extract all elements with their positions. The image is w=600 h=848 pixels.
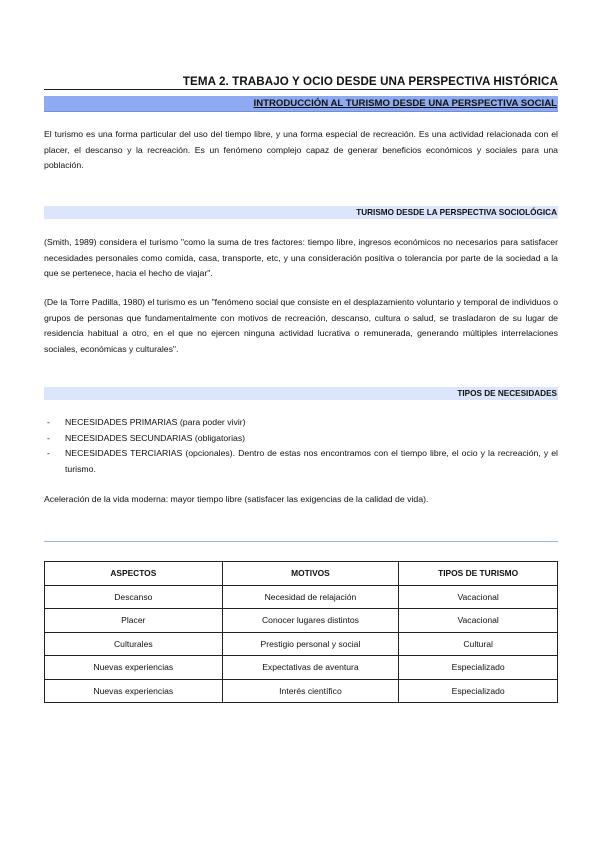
- title-underline: [44, 72, 558, 90]
- table-cell: Interés científico: [222, 679, 399, 703]
- dash-bullet: -: [47, 448, 50, 458]
- divider-line: [44, 541, 558, 542]
- table-cell: Especializado: [399, 656, 558, 680]
- list-item: [44, 446, 558, 477]
- table-cell: Culturales: [45, 632, 223, 656]
- intro-paragraph: El turismo es una forma particular del uso del tiempo libre, y una forma especial de recreación. Es una actividad relacionada con el placer, el descanso y la recreación. Es un fenómeno complejo capaz de generar beneficios económicos y sociales para una población.: [44, 129, 558, 170]
- list-item: [44, 415, 558, 431]
- table-row: [45, 679, 558, 703]
- section-heading-necesidades: TIPOS DE NECESIDADES: [44, 387, 558, 400]
- vida-moderna-note: Aceleración de la vida moderna: mayor tiempo libre (satisfacer las exigencias de la calidad de vida).: [44, 494, 429, 504]
- column-header: MOTIVOS: [222, 562, 399, 586]
- section-heading-intro: INTRODUCCIÓN AL TURISMO DESDE UNA PERSPECTIVA SOCIAL: [44, 96, 558, 112]
- table-cell: Conocer lugares distintos: [222, 609, 399, 633]
- table-cell: Nuevas experiencias: [45, 656, 223, 680]
- table-cell: Prestigio personal y social: [222, 632, 399, 656]
- table-header-row: [45, 562, 558, 586]
- necesidades-list: [44, 415, 558, 477]
- table-cell: Vacacional: [399, 585, 558, 609]
- smith-paragraph: (Smith, 1989) considera el turismo "como la suma de tres factores: tiempo libre, ingresos económicos no necesarios para satisfacer necesidades personales como comida, casa, transporte, etc, y una consideración positiva o tolerancia por parte de la sociedad a la que se pertenece, hacia el hecho de viajar".: [44, 237, 558, 278]
- table-cell: Especializado: [399, 679, 558, 703]
- list-item: [44, 431, 558, 447]
- table-cell: Placer: [45, 609, 223, 633]
- table-row: [45, 585, 558, 609]
- table-cell: Descanso: [45, 585, 223, 609]
- table-row: [45, 656, 558, 680]
- table-row: [45, 609, 558, 633]
- dash-bullet: -: [47, 432, 50, 443]
- list-item-text: NECESIDADES TERCIARIAS (opcionales). Dentro de estas nos encontramos con el tiempo libre, el ocio y la recreación, y el turismo.: [65, 448, 558, 474]
- column-header: TIPOS DE TURISMO: [399, 562, 558, 586]
- table-cell: Nuevas experiencias: [45, 679, 223, 703]
- column-header: ASPECTOS: [45, 562, 223, 586]
- section-heading-sociologica: TURISMO DESDE LA PERSPECTIVA SOCIOLÓGICA: [44, 206, 558, 219]
- list-item-text: NECESIDADES PRIMARIAS (para poder vivir): [65, 417, 246, 427]
- table-cell: Necesidad de relajación: [222, 585, 399, 609]
- dash-bullet: -: [47, 417, 50, 427]
- list-item-text: NECESIDADES SECUNDARIAS (obligatorias): [65, 432, 246, 443]
- table-cell: Cultural: [399, 632, 558, 656]
- torre-padilla-paragraph: (De la Torre Padilla, 1980) el turismo es un "fenómeno social que consiste en el desplazamiento voluntario y temporal de individuos o grupos de personas que fundamentalmente con motivos de recreación, descanso, cultura o salud, se trasladaron de su lugar de residencia habitual a otro, en el que no ejercen ninguna actividad lucrativa o remunerada, generando múltiples interrelaciones sociales, económicas y culturales".: [44, 297, 558, 354]
- aspectos-table: [44, 561, 558, 703]
- table-cell: Expectativas de aventura: [222, 656, 399, 680]
- table-row: [45, 632, 558, 656]
- page-title: TEMA 2. TRABAJO Y OCIO DESDE UNA PERSPECTIVA HISTÓRICA: [182, 75, 558, 88]
- table-cell: Vacacional: [399, 609, 558, 633]
